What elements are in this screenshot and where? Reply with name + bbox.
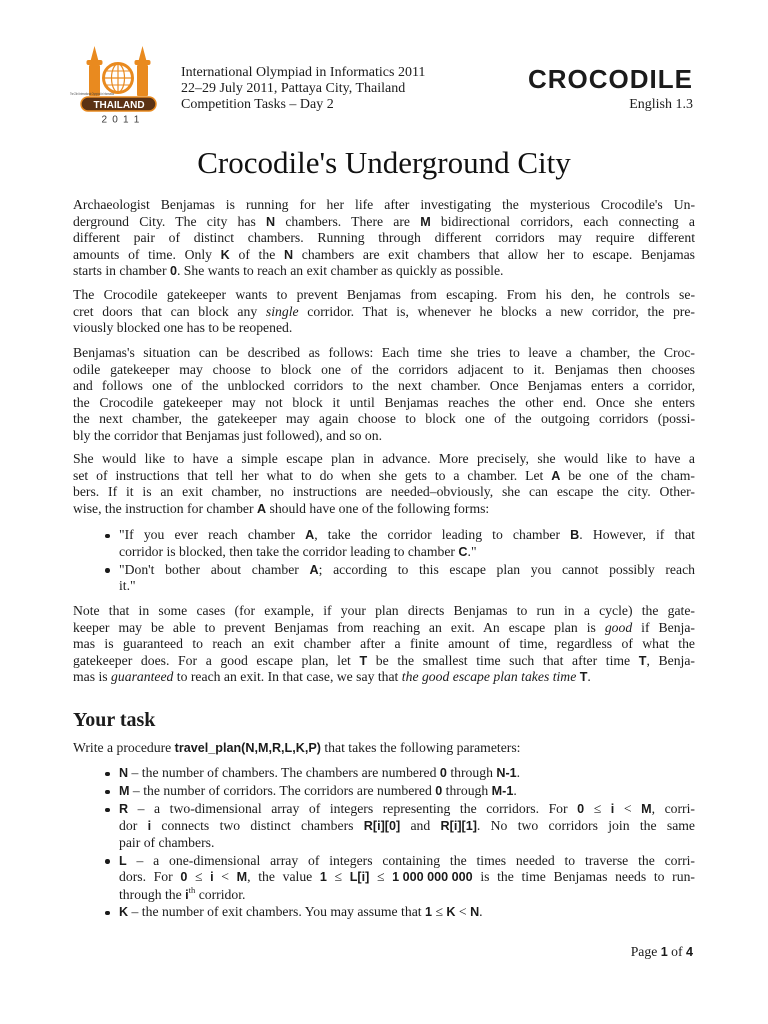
bold-text: B bbox=[570, 528, 580, 542]
bold-text: i bbox=[147, 818, 152, 833]
contest-info bbox=[181, 65, 425, 113]
text-line bbox=[119, 835, 695, 852]
text-run: keeper may be able to prevent Benjamas from reaching an exit. An escape plan is bbox=[73, 619, 605, 635]
statement-paragraph-5 bbox=[73, 603, 695, 686]
text-run: ≤ bbox=[326, 869, 350, 885]
bold-text: i bbox=[185, 887, 189, 902]
text-run: of bbox=[667, 944, 686, 959]
text-line bbox=[119, 765, 695, 782]
text-run: . bbox=[513, 783, 517, 799]
bullet-icon bbox=[105, 568, 110, 573]
text-line bbox=[73, 230, 695, 247]
text-run: corridor is blocked, then take the corridor leading to chamber bbox=[119, 543, 459, 559]
italic-text: single bbox=[265, 303, 299, 319]
text-line bbox=[119, 562, 695, 579]
text-run: – the number of corridors. The corridors are numbered bbox=[129, 783, 436, 799]
task-name: CROCODILE bbox=[528, 64, 693, 94]
text-run: cret doors that can block any bbox=[73, 303, 266, 319]
text-run: Benjamas's situation can be described as follows: Each time she tries to leave a chamber, the Croc- bbox=[73, 345, 695, 360]
text-run: pair of chambers. bbox=[119, 834, 215, 850]
text-run: of the bbox=[229, 246, 284, 262]
text-line bbox=[73, 214, 695, 231]
bold-text: T bbox=[579, 670, 588, 685]
right-pillar-icon bbox=[135, 46, 151, 96]
bold-text: 0 bbox=[435, 784, 443, 799]
text-run: ≤ bbox=[369, 869, 393, 885]
instruction-forms-list bbox=[103, 527, 695, 597]
text-run: mas is guaranteed to reach an exit chamber after a finite amount of time, regardless of what the bbox=[73, 636, 695, 652]
right-pillar-spire bbox=[139, 46, 147, 61]
text-run: . bbox=[516, 765, 521, 780]
superscript-text: th bbox=[188, 884, 196, 895]
text-run: the Crocodile gatekeeper may not block it until Benjamas reaches the other end. Once she enters bbox=[73, 394, 695, 410]
bold-text: N bbox=[470, 905, 480, 920]
list-item bbox=[103, 801, 695, 851]
bold-text: L bbox=[119, 853, 127, 868]
text-run: bers. If it is an exit chamber, no instructions are needed–obviously, she can escape the city. Other- bbox=[73, 484, 695, 500]
logo-country-text: THAILAND bbox=[93, 99, 145, 111]
text-line bbox=[73, 653, 695, 670]
event-dates: 22–29 July 2011, Pattaya City, Thailand bbox=[181, 81, 406, 96]
bold-text: N bbox=[119, 766, 129, 780]
bold-text: travel_plan(N,M,R,L,K,P) bbox=[174, 741, 321, 755]
text-line bbox=[73, 362, 695, 379]
text-line bbox=[119, 904, 695, 921]
text-run: if Benja- bbox=[632, 619, 695, 635]
text-run: – a two-dimensional array of integers representing the corridors. For bbox=[128, 801, 578, 817]
text-line bbox=[119, 818, 695, 835]
text-run: wise, the instruction for chamber bbox=[73, 500, 257, 516]
text-run: it." bbox=[119, 578, 136, 594]
text-run: chambers. There are bbox=[275, 213, 421, 229]
text-run: Archaeologist Benjamas is running for her life after investigating the mysterious Crocodile's Un- bbox=[73, 197, 695, 212]
statement-paragraph-1 bbox=[73, 197, 695, 280]
text-line bbox=[119, 801, 695, 818]
bold-text: M bbox=[641, 802, 652, 817]
bold-text: M bbox=[420, 214, 431, 229]
bold-text: A bbox=[305, 528, 315, 542]
text-line bbox=[73, 263, 695, 280]
text-line bbox=[73, 304, 695, 321]
bullet-icon bbox=[105, 911, 110, 916]
text-run: < bbox=[455, 904, 471, 920]
logo-year-text: 2 0 1 1 bbox=[101, 114, 141, 126]
text-run: – the number of chambers. The chambers are numbered bbox=[128, 765, 440, 780]
list-item bbox=[103, 765, 695, 782]
bold-text: i bbox=[210, 870, 214, 885]
text-run: and follows one of the unblocked corridors to the next chamber. Once Benjamas enters a corridor, bbox=[73, 378, 695, 394]
bold-text: K bbox=[220, 247, 230, 262]
task-intro bbox=[73, 740, 695, 757]
list-item bbox=[103, 783, 695, 800]
text-run: through bbox=[446, 765, 497, 780]
text-run: "Don't bother about chamber bbox=[119, 561, 310, 577]
text-run: to reach an exit. In that case, we say that bbox=[173, 669, 402, 685]
bold-text: N-1 bbox=[496, 766, 517, 780]
text-run: . bbox=[479, 904, 483, 920]
text-run: odile gatekeeper may choose to block one of the corridors adjacent to it. Benjamas then chooses bbox=[73, 361, 695, 377]
bold-text: M bbox=[119, 784, 130, 799]
text-run: be the smallest time such that after time bbox=[367, 652, 639, 668]
statement-paragraph-4 bbox=[73, 451, 695, 517]
task-language-version: English 1.3 bbox=[629, 97, 693, 112]
bold-text: 1 bbox=[319, 870, 327, 885]
text-run: is the time Benjamas needs to run- bbox=[472, 869, 695, 885]
text-run: Write a procedure bbox=[73, 740, 175, 755]
text-run: dor bbox=[119, 817, 148, 833]
text-run: , corri- bbox=[651, 801, 695, 817]
list-item-text bbox=[119, 527, 695, 560]
text-run: bidirectional corridors, each connecting a bbox=[430, 213, 695, 229]
text-line bbox=[73, 603, 695, 620]
statement-paragraph-2 bbox=[73, 287, 695, 337]
text-run: bly the corridor that Benjamas just followed), and so on. bbox=[73, 427, 383, 443]
page-number bbox=[493, 944, 693, 961]
text-run: mas is bbox=[73, 669, 112, 685]
text-run: amounts of time. Only bbox=[73, 246, 221, 262]
text-line bbox=[73, 345, 695, 362]
text-run: ≤ bbox=[187, 869, 211, 885]
text-line bbox=[73, 287, 695, 304]
bold-text: A bbox=[551, 468, 561, 483]
bullet-icon bbox=[105, 859, 110, 864]
bold-text: R bbox=[119, 802, 129, 817]
text-run: set of instructions that tell her what to do when she gets to a chamber. Let bbox=[73, 467, 552, 483]
text-run: that takes the following parameters: bbox=[320, 740, 521, 755]
bold-text: T bbox=[359, 653, 368, 668]
bold-text: R[i][0] bbox=[363, 818, 401, 833]
text-line bbox=[119, 869, 695, 886]
text-run: Note that in some cases (for example, if your plan directs Benjamas to run in a cycle) the gate- bbox=[73, 603, 695, 618]
italic-text: guaranteed bbox=[111, 669, 174, 685]
bold-text: 4 bbox=[685, 945, 693, 959]
logo-caption: The 23rd International Olympiad in Informatics bbox=[70, 92, 115, 96]
bold-text: 0 bbox=[577, 802, 585, 817]
text-run: , the value bbox=[247, 869, 320, 885]
list-item-text bbox=[119, 562, 695, 595]
text-run: different pair of distinct chambers. Running through different corridors may require different bbox=[73, 230, 695, 246]
text-run: be one of the cham- bbox=[560, 467, 695, 483]
text-run: She would like to have a simple escape plan in advance. More precisely, she would like to have a bbox=[73, 451, 695, 466]
bold-text: K bbox=[119, 905, 129, 920]
bullet-icon bbox=[105, 808, 110, 813]
bold-text: R[i][1] bbox=[440, 818, 477, 833]
list-item-text bbox=[119, 904, 695, 921]
bullet-icon bbox=[105, 772, 110, 777]
text-run: ; according to this escape plan you cannot possibly reach bbox=[318, 561, 695, 577]
text-run: ≤ bbox=[432, 904, 447, 920]
list-item bbox=[103, 904, 695, 921]
event-name: International Olympiad in Informatics 2011 bbox=[181, 65, 426, 80]
ioi-2011-thailand-logo bbox=[67, 40, 163, 126]
bold-text: 1 bbox=[425, 905, 433, 920]
right-pillar-body bbox=[137, 65, 148, 96]
list-item bbox=[103, 562, 695, 595]
bold-text: K bbox=[446, 905, 456, 920]
bullet-icon bbox=[105, 790, 110, 795]
section-heading-your-task: Your task bbox=[73, 709, 156, 731]
list-item bbox=[103, 527, 695, 560]
text-run: ≤ bbox=[584, 801, 611, 817]
bold-text: T bbox=[638, 653, 647, 668]
bold-text: A bbox=[256, 501, 267, 516]
left-pillar-capital bbox=[87, 60, 103, 65]
italic-text: good bbox=[604, 619, 633, 635]
bold-text: N bbox=[266, 214, 276, 229]
text-line bbox=[73, 669, 695, 686]
text-line bbox=[119, 853, 695, 870]
text-run: chambers are exit chambers that allow her to escape. Benjamas bbox=[293, 246, 695, 262]
text-run: The Crocodile gatekeeper wants to prevent Benjamas from escaping. From his den, he controls se- bbox=[73, 287, 695, 302]
bold-text: M-1 bbox=[491, 784, 514, 799]
text-run: corridor. That is, whenever he blocks a new corridor, the pre- bbox=[298, 303, 695, 319]
text-line bbox=[73, 411, 695, 428]
text-run: dors. For bbox=[119, 869, 181, 885]
text-run: the next chamber, the gatekeeper may again choose to block one of the outgoing corridors (possi- bbox=[73, 411, 695, 427]
globe-icon bbox=[104, 64, 133, 93]
text-run: and bbox=[400, 817, 441, 833]
contest-day: Competition Tasks – Day 2 bbox=[181, 97, 334, 112]
statement-paragraph-3 bbox=[73, 345, 695, 445]
left-pillar-spire bbox=[91, 46, 99, 61]
text-run: through the bbox=[119, 886, 186, 902]
text-run: . bbox=[587, 669, 591, 685]
text-run: – the number of exit chambers. You may assume that bbox=[128, 904, 425, 920]
text-run: ." bbox=[467, 543, 477, 559]
text-run: through bbox=[442, 783, 492, 799]
text-line bbox=[73, 247, 695, 264]
bold-text: C bbox=[458, 544, 468, 559]
text-line bbox=[73, 378, 695, 395]
text-run: Page bbox=[630, 944, 661, 959]
text-run: viously blocked one has to be reopened. bbox=[73, 320, 293, 336]
list-item-text bbox=[119, 801, 695, 851]
text-line bbox=[73, 395, 695, 412]
text-line bbox=[119, 527, 695, 544]
text-run: derground City. The city has bbox=[73, 213, 266, 229]
bullet-icon bbox=[105, 534, 110, 539]
list-item bbox=[103, 853, 695, 903]
text-line bbox=[73, 428, 695, 445]
text-run: . She wants to reach an exit chamber as quickly as possible. bbox=[176, 263, 504, 279]
text-run: . No two corridors join the same bbox=[476, 817, 696, 833]
text-line bbox=[73, 501, 695, 518]
text-line bbox=[73, 620, 695, 637]
text-run: connects two distinct chambers bbox=[151, 817, 364, 833]
text-line bbox=[73, 451, 695, 468]
bold-text: A bbox=[309, 562, 319, 577]
list-item-text bbox=[119, 783, 695, 800]
text-run: , take the corridor leading to chamber bbox=[314, 527, 571, 542]
text-line bbox=[73, 197, 695, 214]
text-run: < bbox=[614, 801, 642, 817]
text-line bbox=[73, 484, 695, 501]
text-line bbox=[73, 320, 695, 337]
bold-text: 1 000 000 000 bbox=[392, 870, 473, 885]
list-item-text bbox=[119, 853, 695, 903]
text-run: – a one-dimensional array of integers containing the times needed to traverse the corri- bbox=[126, 852, 695, 868]
left-pillar-icon bbox=[87, 46, 103, 96]
text-line bbox=[493, 944, 693, 961]
text-line bbox=[119, 783, 695, 800]
bold-text: 0 bbox=[169, 264, 177, 279]
bold-text: L[i] bbox=[349, 870, 370, 885]
right-pillar-capital bbox=[135, 60, 151, 65]
text-run: corridor. bbox=[195, 886, 246, 902]
bold-text: M bbox=[236, 870, 248, 885]
text-run: "If you ever reach chamber bbox=[119, 527, 306, 542]
text-line bbox=[119, 578, 695, 595]
italic-text: the good escape plan takes time bbox=[401, 669, 580, 685]
text-run: starts in chamber bbox=[73, 263, 170, 279]
text-line bbox=[73, 740, 695, 757]
text-line bbox=[119, 544, 695, 561]
text-line bbox=[73, 636, 695, 653]
page-title: Crocodile's Underground City bbox=[197, 145, 571, 180]
bold-text: i bbox=[610, 802, 615, 817]
text-run: , Benja- bbox=[646, 652, 695, 668]
list-item-text bbox=[119, 765, 695, 782]
bold-text: N bbox=[283, 247, 294, 262]
text-line bbox=[73, 468, 695, 485]
bold-text: 1 bbox=[660, 945, 668, 959]
parameters-list bbox=[103, 765, 695, 922]
text-line bbox=[119, 886, 695, 903]
text-run: gatekeeper does. For a good escape plan, let bbox=[73, 652, 360, 668]
text-run: . However, if that bbox=[579, 527, 695, 542]
text-run: should have one of the following forms: bbox=[266, 500, 490, 516]
text-run: < bbox=[213, 869, 237, 885]
bold-text: 0 bbox=[439, 766, 447, 780]
bold-text: 0 bbox=[180, 870, 188, 885]
